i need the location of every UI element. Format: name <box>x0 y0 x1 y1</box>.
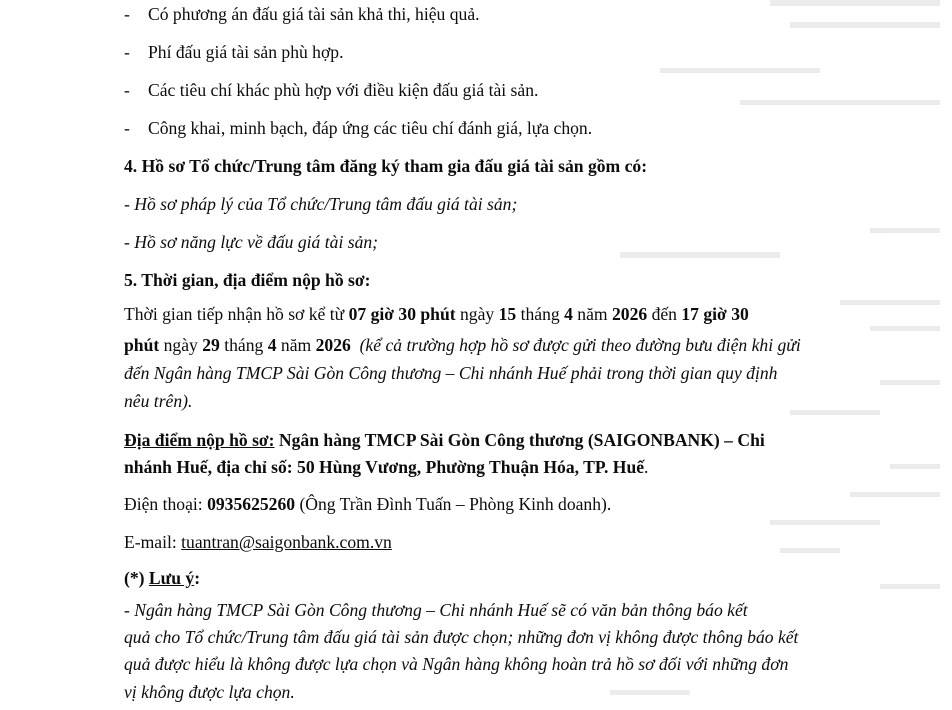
location-end: . <box>644 457 649 477</box>
phone-line <box>124 492 611 516</box>
end-month: 4 <box>267 335 277 355</box>
note-text-line-2: quả cho Tổ chức/Trung tâm đấu giá tài sản được chọn; những đơn vị không được thông báo kết <box>124 627 799 647</box>
criteria-bullet <box>124 78 538 102</box>
end-time-minutes: phút <box>124 335 160 355</box>
start-month: 4 <box>564 304 573 324</box>
time-text: tháng <box>516 304 565 324</box>
note-text-line-4: vị không được lựa chọn. <box>124 682 295 702</box>
end-year: 2026 <box>315 335 351 355</box>
bullet-marker: - <box>124 4 130 24</box>
postal-note-line-3: nêu trên). <box>124 391 193 411</box>
bullet-text: Phí đấu giá tài sản phù hợp. <box>148 42 344 62</box>
note-colon: : <box>194 568 201 588</box>
criteria-bullet <box>124 40 343 64</box>
bullet-marker: - <box>124 80 130 100</box>
criteria-bullet <box>124 116 592 140</box>
start-day: 15 <box>498 304 517 324</box>
time-text: tháng <box>219 335 268 355</box>
bullet-marker: - <box>124 118 130 138</box>
note-marker: (*) <box>124 568 149 588</box>
bullet-text: Các tiêu chí khác phù hợp với điều kiện đấu giá tài sản. <box>148 80 539 100</box>
note-text-line-1: - Ngân hàng TMCP Sài Gòn Công thương – Chi nhánh Huế sẽ có văn bản thông báo kết <box>124 600 748 620</box>
location-address: nhánh Huế, địa chỉ số: 50 Hùng Vương, Phường Thuận Hóa, TP. Huế <box>124 457 645 477</box>
end-day: 29 <box>202 335 220 355</box>
section-5-heading: 5. Thời gian, địa điểm nộp hồ sơ: <box>124 270 371 290</box>
receipt-time-line-1 <box>124 302 749 326</box>
receipt-time-line-2 <box>124 333 801 357</box>
section-4-heading: 4. Hồ sơ Tổ chức/Trung tâm đăng ký tham gia đấu giá tài sản gồm có: <box>124 156 648 176</box>
time-text: ngày <box>159 335 203 355</box>
email-line <box>124 530 392 554</box>
section-4-item-legal: - Hồ sơ pháp lý của Tổ chức/Trung tâm đấu giá tài sản; <box>124 194 518 214</box>
bullet-text: Có phương án đấu giá tài sản khả thi, hiệu quả. <box>148 4 480 24</box>
email-link[interactable]: tuantran@saigonbank.com.vn <box>181 532 392 552</box>
note-heading <box>124 566 200 590</box>
time-text: năm <box>572 304 612 324</box>
start-year: 2026 <box>611 304 648 324</box>
location-line-1 <box>124 428 765 452</box>
phone-number: 0935625260 <box>207 494 296 514</box>
time-text: năm <box>276 335 316 355</box>
end-time: 17 giờ 30 <box>681 304 749 324</box>
bullet-text: Công khai, minh bạch, đáp ứng các tiêu chí đánh giá, lựa chọn. <box>148 118 593 138</box>
location-bank: Ngân hàng TMCP Sài Gòn Công thương (SAIGONBANK) – Chi <box>274 430 765 450</box>
time-text: đến <box>647 304 682 324</box>
email-label: E-mail: <box>124 532 182 552</box>
time-text: Thời gian tiếp nhận hồ sơ kể từ <box>124 304 349 324</box>
phone-contact: (Ông Trần Đình Tuấn – Phòng Kinh doanh). <box>295 494 612 514</box>
criteria-bullet <box>124 2 480 26</box>
bullet-marker: - <box>124 42 130 62</box>
note-label: Lưu ý <box>148 568 195 588</box>
location-label: Địa điểm nộp hồ sơ: <box>124 430 275 450</box>
postal-note-line-2: đến Ngân hàng TMCP Sài Gòn Công thương – Chi nhánh Huế phải trong thời gian quy định <box>124 363 778 383</box>
phone-label: Điện thoại: <box>124 494 208 514</box>
note-text-line-3: quả được hiểu là không được lựa chọn và Ngân hàng không hoàn trả hồ sơ đối với những đơn <box>124 654 789 674</box>
time-text: ngày <box>455 304 499 324</box>
location-line-2 <box>124 455 648 479</box>
postal-note: (kể cả trường hợp hồ sơ được gửi theo đường bưu điện khi gửi <box>359 335 801 355</box>
section-4-item-capacity: - Hồ sơ năng lực về đấu giá tài sản; <box>124 232 379 252</box>
start-time: 07 giờ 30 phút <box>348 304 456 324</box>
